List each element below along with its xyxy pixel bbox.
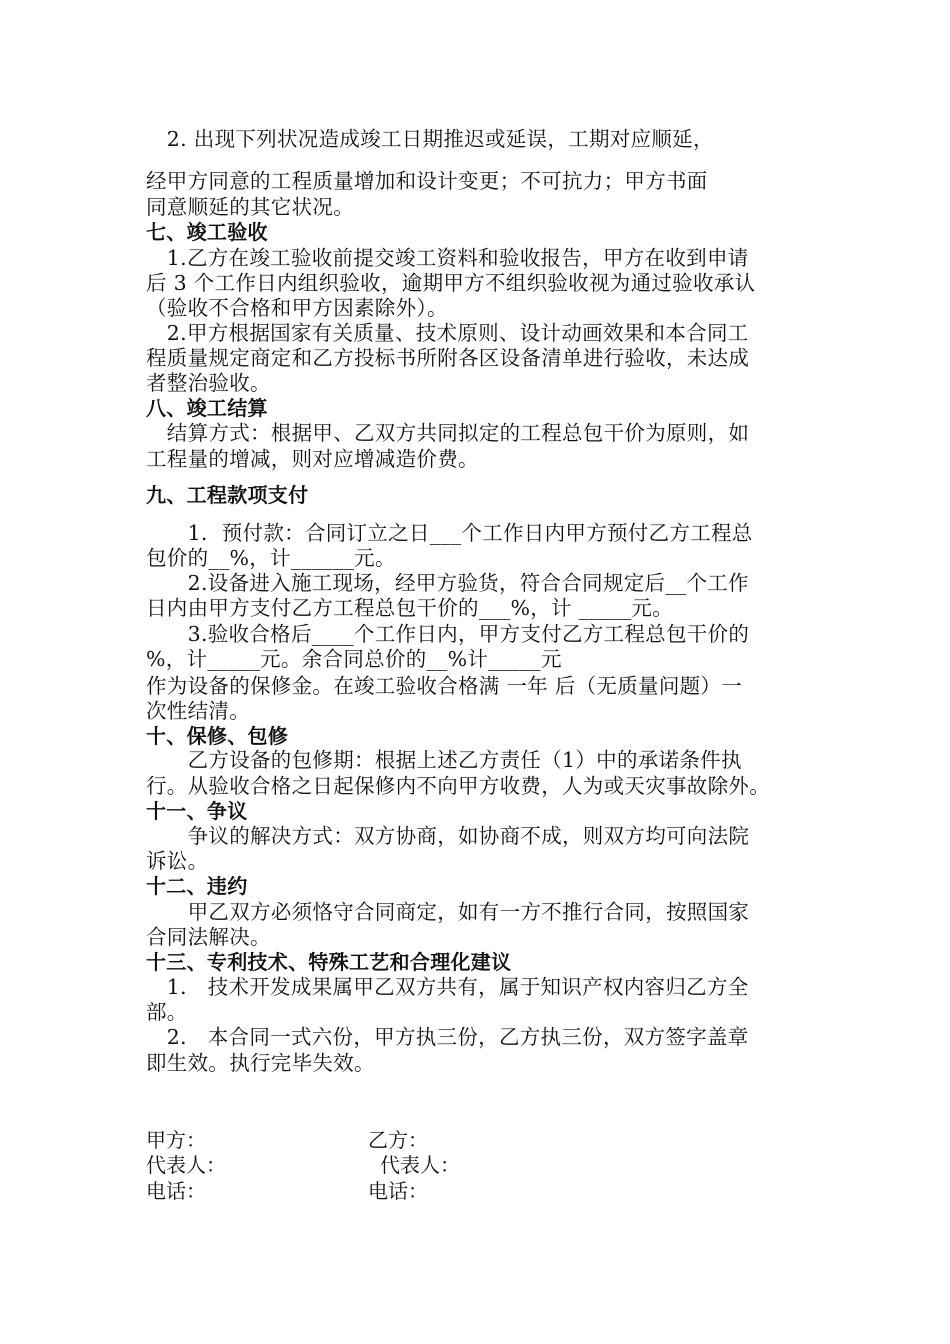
text-line: 程质量规定商定和乙方投标书所附各区设备清单进行验收，未达成: [146, 346, 750, 370]
text-line: 日内由甲方支付乙方工程总包干价的___%，计 _____元。: [146, 596, 673, 620]
text-line: 2． 本合同一式六份，甲方执三份，乙方执三份，双方签字盖章: [146, 1025, 749, 1049]
text-line: 合同法解决。: [146, 925, 271, 949]
text-line: 1.乙方在竣工验收前提交竣工资料和验收报告，甲方在收到申请: [146, 246, 749, 270]
text-line: 部。: [146, 1000, 188, 1024]
text-line: 工程量的增减，则对应增减造价费。: [146, 447, 479, 471]
party-b-label: 乙方：: [368, 1128, 428, 1152]
party-b-phone-label: 电话：: [368, 1179, 428, 1203]
text-line: （验收不合格和甲方因素除外）。: [146, 296, 448, 320]
text-line: 作为设备的保修金。在竣工验收合格满 一年 后（无质量问题）一: [146, 674, 743, 698]
party-a-representative-label: 代表人：: [146, 1153, 226, 1177]
section-heading: 九、工程款项支付: [146, 483, 309, 507]
text-line: 行。从验收合格之日起保修内不向甲方收费，人为或天灾事故除外。: [146, 774, 770, 798]
text-line: 乙方设备的包修期：根据上述乙方责任（1）中的承诺条件执: [146, 748, 742, 772]
text-line: 3.验收合格后____个工作日内，甲方支付乙方工程总包干价的: [146, 622, 750, 646]
text-line: 1． 技术开发成果属甲乙双方共有，属于知识产权内容归乙方全: [146, 975, 749, 999]
section-heading: 十一、争议: [146, 799, 248, 823]
text-line: 结算方式：根据甲、乙双方共同拟定的工程总包干价为原则，如: [146, 421, 750, 445]
section-heading: 七、竣工验收: [146, 220, 268, 244]
party-a-phone-label: 电话：: [146, 1179, 206, 1203]
section-heading: 八、竣工结算: [146, 396, 268, 420]
text-line: 经甲方同意的工程质量增加和设计变更；不可抗力；甲方书面: [146, 169, 708, 193]
text-line: %，计_____元。余合同总价的__%计_____元: [146, 647, 562, 671]
text-line: 包价的__%，计______元。: [146, 546, 396, 570]
party-a-label: 甲方：: [146, 1128, 206, 1152]
section-heading: 十三、专利技术、特殊工艺和合理化建议: [146, 950, 512, 974]
text-line: 2.甲方根据国家有关质量、技术原则、设计动画效果和本合同工: [146, 321, 749, 345]
text-line: 次性结清。: [146, 699, 250, 723]
text-line: 2. 出现下列状况造成竣工日期推迟或延误，工期对应顺延，: [146, 127, 714, 151]
text-line: 即生效。执行完毕失效。: [146, 1051, 375, 1075]
text-line: 者整治验收。: [146, 371, 271, 395]
text-line: 1．预付款：合同订立之日___个工作日内甲方预付乙方工程总: [146, 521, 753, 545]
text-line: 后 3 个工作日内组织验收，逾期甲方不组织验收视为通过验收承认: [146, 271, 756, 295]
text-line: 争议的解决方式：双方协商，如协商不成，则双方均可向法院: [146, 824, 750, 848]
text-line: 诉讼。: [146, 849, 209, 873]
text-line: 同意顺延的其它状况。: [146, 195, 354, 219]
text-line: 2.设备进入施工现场，经甲方验货，符合合同规定后__个工作: [146, 571, 749, 595]
party-b-representative-label: 代表人：: [380, 1153, 460, 1177]
section-heading: 十、保修、包修: [146, 724, 289, 748]
section-heading: 十二、违约: [146, 874, 248, 898]
text-line: 甲乙双方必须恪守合同商定，如有一方不推行合同，按照国家: [146, 900, 750, 924]
